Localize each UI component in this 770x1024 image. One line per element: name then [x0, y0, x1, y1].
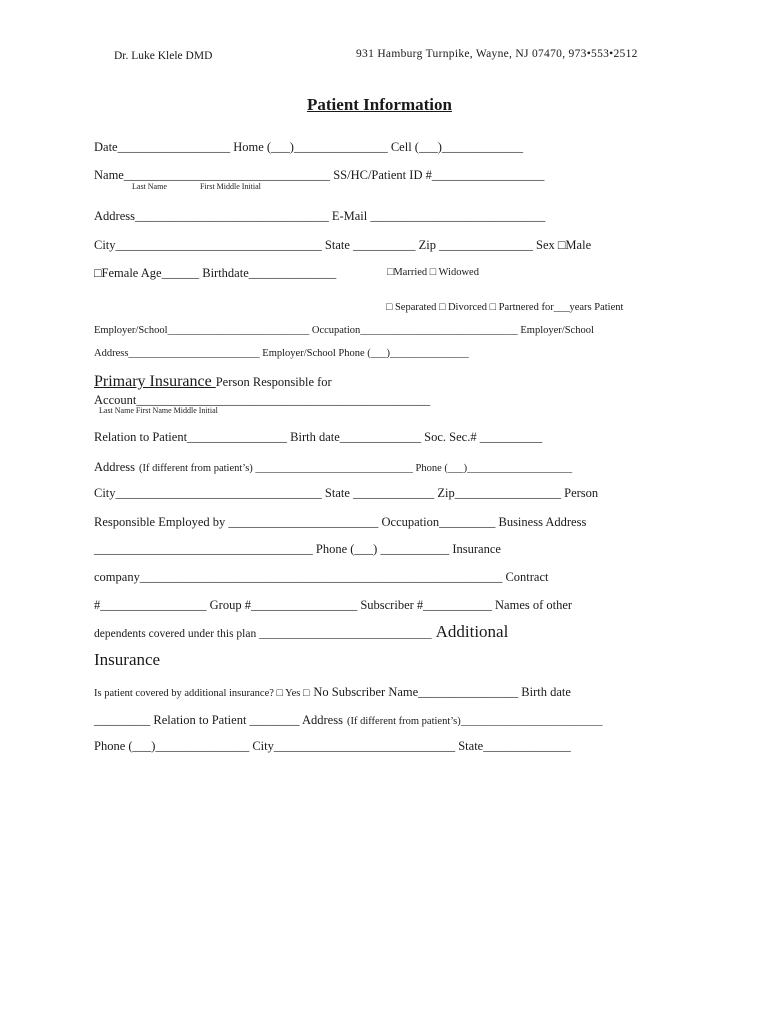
additional-relation-label: _________ Relation to Patient ________ Address — [94, 713, 343, 727]
additional-phone-city-state-line: Phone (___)_______________ City_____________________________ State______________ — [94, 739, 571, 753]
last-name-hint: Last Name — [132, 182, 167, 191]
insurance-company-line: company__________________________________________________________ Contract — [94, 570, 549, 584]
responsible-employer-line: Responsible Employed by ________________________ Occupation_________ Business Address — [94, 515, 587, 529]
city-state-zip-sex-line: City_________________________________ State __________ Zip _______________ Sex □Male — [94, 238, 592, 252]
dependents-line — [94, 622, 508, 642]
address-email-line: Address_______________________________ E-Mail ____________________________ — [94, 209, 546, 223]
name-ssid-line: Name_________________________________ SS/HC/Patient ID #__________________ — [94, 168, 545, 182]
additional-address-label: (If different from patient’s)___________________________ — [346, 716, 603, 727]
marital-status-line: □Married □ Widowed — [387, 267, 479, 278]
primary-insurance-heading: Primary Insurance — [94, 373, 216, 390]
responsible-address-line — [94, 458, 572, 476]
first-middle-hint: First Middle Initial — [200, 182, 261, 191]
employer-occupation-line: Employer/School___________________________ Occupation______________________________ Employer/School — [94, 325, 594, 336]
page-title: Patient Information — [307, 95, 452, 114]
business-phone-line: ___________________________________ Phone (___) ___________ Insurance — [94, 542, 501, 556]
account-name-hint: Last Name First Name Middle Initial — [99, 406, 218, 415]
primary-insurance-heading-row — [94, 373, 332, 391]
additional-relation-line — [94, 711, 603, 729]
female-age-birthdate-line: □Female Age______ Birthdate______________ — [94, 266, 337, 280]
additional-coverage-question: Is patient covered by additional insurance? □ Yes □ — [94, 688, 310, 699]
additional-coverage-line — [94, 683, 571, 701]
responsible-city-line: City_________________________________ State _____________ Zip_________________ Person — [94, 486, 599, 500]
additional-label: Additional — [435, 622, 509, 641]
account-line: Account_______________________________________________ — [94, 393, 431, 407]
contract-group-subscriber-line: #_________________ Group #_________________ Subscriber #___________ Names of other — [94, 598, 573, 612]
person-responsible-label: Person Responsible for — [215, 375, 332, 389]
doctor-name: Dr. Luke Klele DMD — [114, 50, 213, 62]
responsible-address-rest: (If different from patient’s) ______________________________ Phone (___)____________________ — [138, 463, 573, 474]
dependents-label: dependents covered under this plan ______________________________ — [94, 628, 432, 640]
subscriber-birthdate-label: No Subscriber Name________________ Birth date — [313, 685, 571, 699]
date-home-cell-line: Date__________________ Home (___)_______________ Cell (___)_____________ — [94, 140, 524, 154]
relation-birth-ssn-line: Relation to Patient________________ Birth date_____________ Soc. Sec.# __________ — [94, 430, 543, 444]
employer-address-phone-line: Address_________________________ Employer/School Phone (___)_______________ — [94, 348, 469, 359]
additional-insurance-heading: Insurance — [94, 650, 161, 669]
practice-address: 931 Hamburg Turnpike, Wayne, NJ 07470, 973•553•2512 — [356, 48, 638, 60]
marital-status-line-2: □ Separated □ Divorced □ Partnered for___years Patient — [386, 302, 624, 313]
responsible-address-label: Address — [94, 460, 135, 474]
